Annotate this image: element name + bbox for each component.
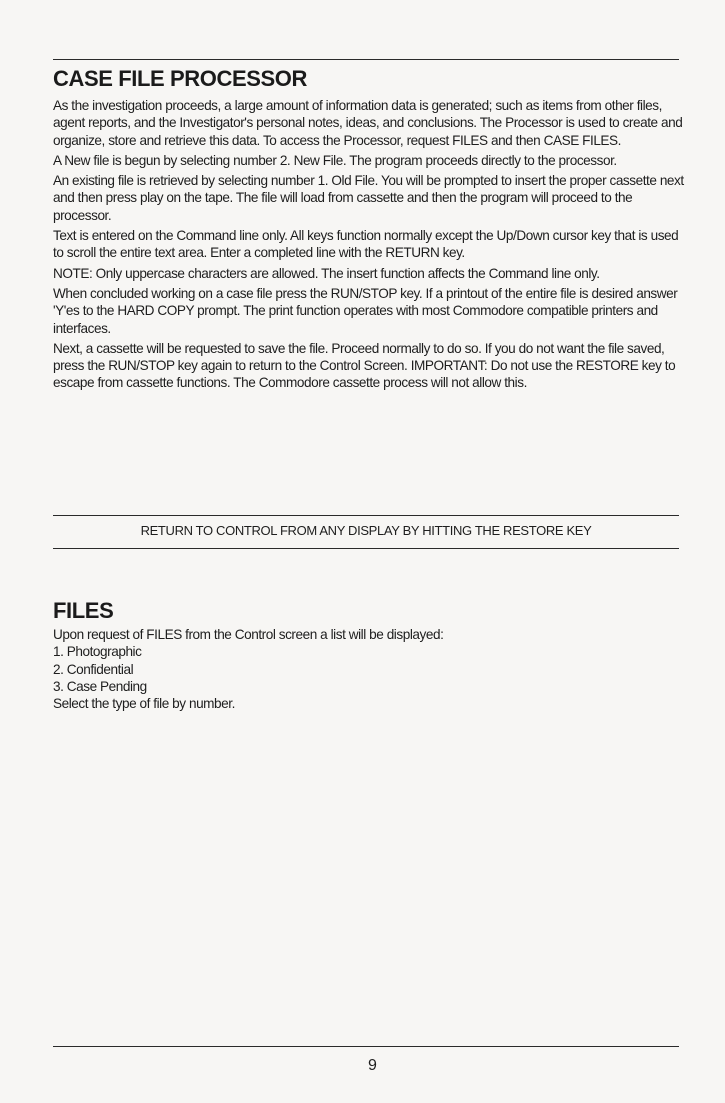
files-outro: Select the type of file by number. [53,696,235,712]
section-title-files: FILES [53,598,114,623]
paragraph-text-entry: Text is entered on the Command line only. All keys function normally except the Up/Down cursor key that is used to scroll the entire text area. Enter a completed line with the RETURN key. [53,228,679,261]
restore-key-banner: RETURN TO CONTROL FROM ANY DISPLAY BY HITTING THE RESTORE KEY [140,523,592,538]
top-divider [53,59,679,60]
banner-bottom-divider [53,548,679,549]
files-intro: Upon request of FILES from the Control screen a list will be displayed: [53,627,444,642]
paragraph-printout: When concluded working on a case file press the RUN/STOP key. If a printout of the entire file is desired answer 'Y'es to the HARD COPY prompt. The print function operates with most Commodore compatible printers and interfaces. [53,285,678,336]
section-title-case-file-processor: CASE FILE PROCESSOR [53,66,307,91]
files-list [53,643,653,695]
list-item: 1. Photographic [53,644,142,660]
paragraph-note: NOTE: Only uppercase characters are allowed. The insert function affects the Command line only. [53,265,600,281]
case-file-processor-body [53,97,685,395]
list-item: 2. Confidential [53,661,134,677]
paragraph-old-file: An existing file is retrieved by selecting number 1. Old File. You will be prompted to insert the proper cassette next and then press play on the tape. The file will load from cassette and then the program will proceed to the processor. [53,173,684,223]
paragraph-intro: As the investigation proceeds, a large amount of information data is generated; such as items from other files, agent reports, and the Investigator's personal notes, ideas, and conclusions. The Processor is used to create and organize, store and retrieve this data. To access the Processor, request FILES and then CASE FILES. [53,98,683,148]
paragraph-new-file: A New file is begun by selecting number 2. New File. The program proceeds directly to the processor. [53,152,617,168]
files-body [53,626,653,712]
page-number: 9 [368,1057,377,1074]
banner-top-divider [53,515,679,516]
list-item: 3. Case Pending [53,678,147,694]
footer-divider [53,1046,679,1047]
paragraph-save: Next, a cassette will be requested to save the file. Proceed normally to do so. If you do not want the file saved, press the RUN/STOP key again to return to the Control Screen. IMPORTANT: Do not use the RESTORE key to escape from cassette functions. The Commodore cassette process will not allow this. [53,340,676,391]
